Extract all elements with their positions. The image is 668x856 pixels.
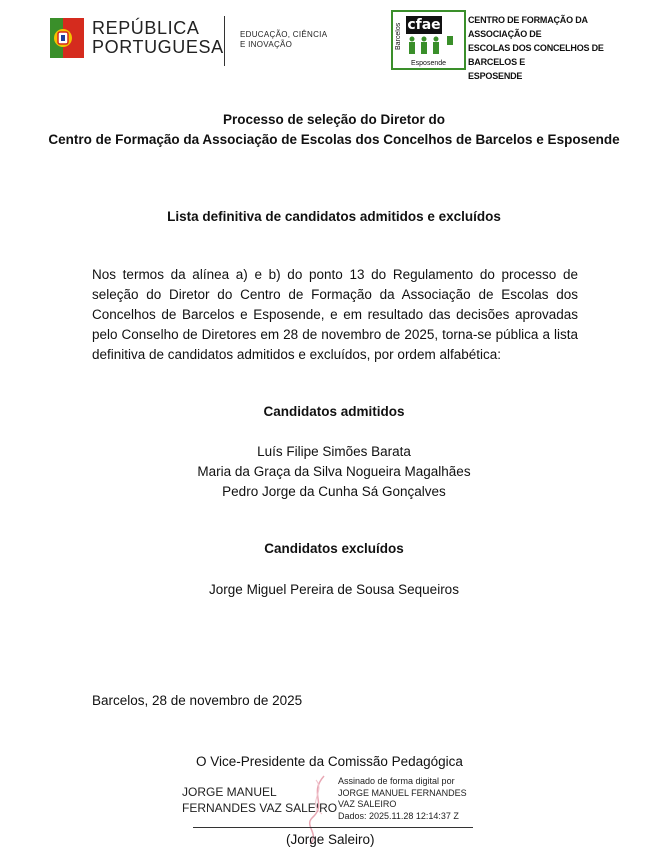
cfae-logo — [391, 10, 466, 70]
cfae-full-name: CENTRO DE FORMAÇÃO DA ASSOCIAÇÃO DE ESCOLAS DOS CONCELHOS DE BARCELOS E ESPOSENDE — [468, 15, 604, 81]
signatory-short-name: (Jorge Saleiro) — [286, 832, 375, 847]
cfae-logo-bottom-text: Esposende — [410, 60, 447, 67]
document-title-line2: Centro de Formação da Associação de Escolas dos Concelhos de Barcelos e Esposende — [48, 132, 620, 147]
excluded-list — [0, 580, 668, 600]
signature-name: JORGE MANUEL FERNANDES VAZ SALEIRO — [182, 785, 338, 815]
list-item: Maria da Graça da Silva Nogueira Magalhães — [197, 464, 471, 479]
list-item: Jorge Miguel Pereira de Sousa Sequeiros — [209, 582, 459, 597]
digital-signature-stamp: Assinado de forma digital por JORGE MANUEL FERNANDES VAZ SALEIRO Dados: 2025.11.28 12:14:37 Z — [338, 776, 467, 821]
signatory-role: O Vice-Presidente da Comissão Pedagógica — [196, 754, 463, 769]
list-item: Pedro Jorge da Cunha Sá Gonçalves — [222, 484, 446, 499]
admitted-list — [0, 442, 668, 502]
admitted-heading: Candidatos admitidos — [263, 404, 405, 419]
document-title-line1: Processo de seleção do Diretor do — [222, 112, 446, 127]
list-item: Luís Filipe Simões Barata — [257, 444, 411, 459]
cfae-logo-side-text: Barcelos — [395, 22, 402, 50]
ministry-label: EDUCAÇÃO, CIÊNCIA E INOVAÇÃO — [240, 30, 328, 49]
intro-paragraph: Nos termos da alínea a) e b) do ponto 13 do Regulamento do processo de seleção do Diretor do Centro de Formação da Associação de Escolas dos Concelhos de Barcelos e Esposende, e em resultado das decisões aprovadas pelo Conselho de Diretores em 28 de novembro de 2025, torna-se pública a lista definitiva de candidatos admitidos e excluídos, por ordem alfabética: — [92, 267, 578, 362]
republica-portuguesa-logo — [50, 18, 84, 58]
people-figures-icon — [406, 36, 460, 56]
signature-line — [193, 827, 473, 828]
cfae-logo-word: cfae — [407, 17, 441, 33]
place-date: Barcelos, 28 de novembro de 2025 — [92, 693, 303, 708]
excluded-heading: Candidatos excluídos — [264, 541, 404, 556]
header-divider — [224, 16, 225, 66]
document-subtitle: Lista definitiva de candidatos admitidos e excluídos — [167, 209, 501, 224]
republica-portuguesa-wordmark: REPÚBLICA PORTUGUESA — [92, 18, 224, 57]
